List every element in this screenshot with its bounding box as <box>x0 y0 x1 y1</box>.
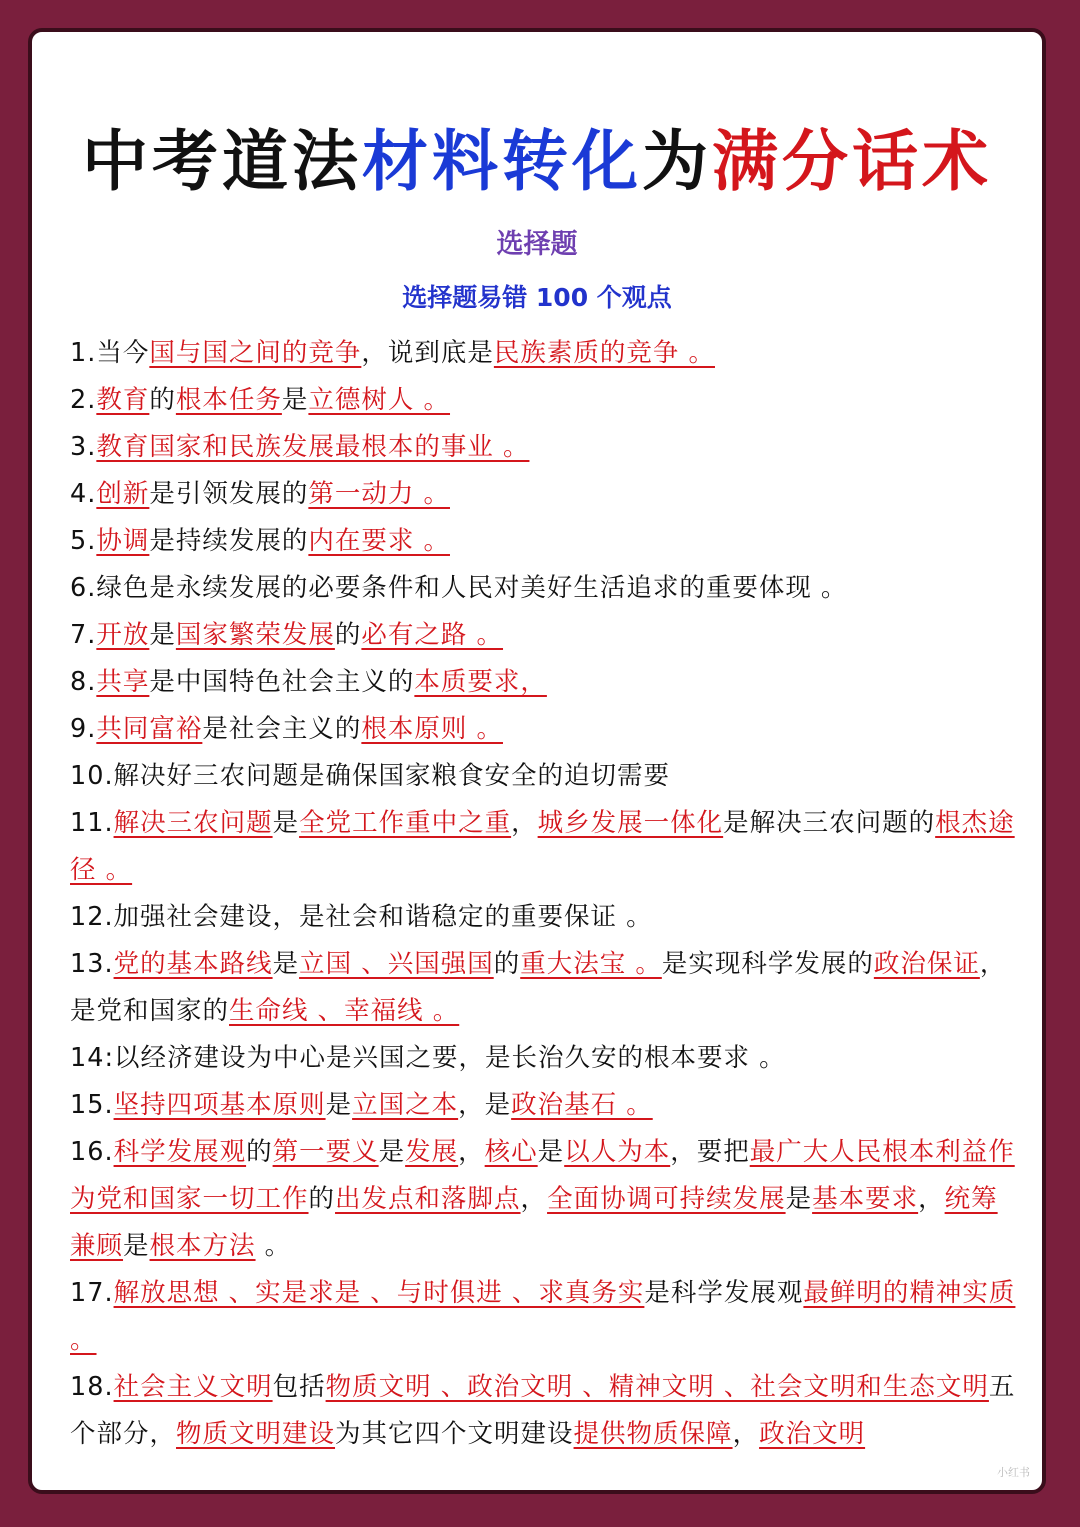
list-item <box>70 612 1018 659</box>
highlighted-text: 解决三农问题 <box>113 808 273 838</box>
item-text: 是科学发展观 <box>644 1278 804 1308</box>
page-title <box>32 122 1042 202</box>
point-list <box>70 330 1018 1458</box>
highlighted-text: 共享 <box>96 667 150 697</box>
list-item <box>70 800 1018 894</box>
list-item <box>70 471 1018 518</box>
highlighted-text: 立国之本 <box>352 1090 459 1120</box>
highlighted-text: 根本原则 。 <box>361 714 503 744</box>
item-text: 是 <box>785 1184 813 1214</box>
item-text: 是 <box>378 1137 406 1167</box>
highlighted-text: 创新 <box>96 479 150 509</box>
highlighted-text: 最鲜明的精神实质 。 <box>70 1278 1016 1355</box>
item-text: 是 <box>272 949 300 979</box>
item-text: 8. <box>70 667 97 697</box>
highlighted-text: 城乡发展一体化 <box>537 808 724 838</box>
highlighted-text: 立德树人 。 <box>308 385 451 415</box>
item-text: 的 <box>308 1184 336 1214</box>
item-text: 6.绿色是永续发展的必要条件和人民对美好生活追求的重要体现 。 <box>70 573 848 603</box>
title-part-1: 中考道法 <box>82 123 362 200</box>
highlighted-text: 出发点和落脚点 <box>335 1184 521 1214</box>
item-text: 为其它四个文明建设 <box>335 1419 574 1449</box>
item-text: 的 <box>149 385 176 415</box>
highlighted-text: 坚持四项基本原则 <box>113 1090 326 1120</box>
item-text: 是持续发展的 <box>149 526 309 556</box>
item-text: 是 <box>281 385 309 415</box>
item-text: ， <box>732 1419 760 1449</box>
highlighted-text: 教育 <box>96 385 150 415</box>
list-item <box>70 330 1018 377</box>
item-text: ，是党和国家的 <box>70 949 1007 1026</box>
highlighted-text: 立国 、兴国强国 <box>299 949 494 979</box>
item-text: 12.加强社会建设，是社会和谐稳定的重要保证 。 <box>70 902 653 932</box>
item-text: 的 <box>246 1137 273 1167</box>
item-text: 是解决三农问题的 <box>723 808 936 838</box>
highlighted-text: 最广大人民根本利益作为党和国家一切工作 <box>70 1137 1015 1214</box>
highlighted-text: 民族素质的竞争 。 <box>493 338 715 368</box>
item-text: ，说到底是 <box>361 338 494 368</box>
item-text: 是 <box>325 1090 353 1120</box>
item-text: 是社会主义的 <box>202 714 362 744</box>
title-part-4: 满分话术 <box>712 123 992 200</box>
highlighted-text: 发展 <box>405 1137 459 1167</box>
item-text: 16. <box>70 1137 114 1167</box>
highlighted-text: 共同富裕 <box>96 714 203 744</box>
item-text: 2. <box>70 385 97 415</box>
item-text: 4. <box>70 479 97 509</box>
highlighted-text: 国家繁荣发展 <box>175 620 335 650</box>
highlighted-text: 以人为本 <box>564 1137 671 1167</box>
list-item <box>70 518 1018 565</box>
item-text: 7. <box>70 620 97 650</box>
list-item <box>70 753 1018 800</box>
item-text: 11. <box>70 808 114 838</box>
list-item <box>70 1082 1018 1129</box>
title-part-2: 材料转化 <box>362 123 642 200</box>
item-text: 14:以经济建设为中心是兴国之要，是长治久安的根本要求 。 <box>70 1043 786 1073</box>
item-text: 是实现科学发展的 <box>661 949 874 979</box>
item-text: 5. <box>70 526 97 556</box>
item-text: ，要把 <box>670 1137 750 1167</box>
highlighted-text: 解放思想 、实是求是 、与时俱进 、求真务实 <box>113 1278 645 1308</box>
highlighted-text: 第一动力 。 <box>308 479 450 509</box>
item-text: 3. <box>70 432 97 462</box>
highlighted-text: 第一要义 <box>272 1137 379 1167</box>
highlighted-text: 社会主义文明 <box>113 1372 273 1402</box>
highlighted-text: 核心 <box>484 1137 538 1167</box>
list-item <box>70 1129 1018 1270</box>
list-item <box>70 424 1018 471</box>
section-heading: 选择题 <box>496 229 578 260</box>
highlighted-text: 物质文明建设 <box>176 1419 336 1449</box>
highlighted-text: 教育国家和民族发展最根本的事业 。 <box>96 432 530 462</box>
highlighted-text: 本质要求， <box>414 667 547 697</box>
item-text: 的 <box>334 620 362 650</box>
highlighted-text: 基本要求 <box>812 1184 919 1214</box>
highlighted-text: 全面协调可持续发展 <box>547 1184 786 1214</box>
item-text: 13. <box>70 949 114 979</box>
item-text: 1.当今 <box>70 338 150 368</box>
title-part-3: 为 <box>642 123 712 200</box>
highlighted-text: 必有之路 。 <box>361 620 504 650</box>
item-text: 是 <box>272 808 300 838</box>
list-item <box>70 659 1018 706</box>
section-subheading: 选择题易错 100 个观点 <box>402 283 672 312</box>
item-text: 是中国特色社会主义的 <box>149 667 415 697</box>
highlighted-text: 生命线 、幸福线 。 <box>229 996 460 1026</box>
highlighted-text: 开放 <box>96 620 150 650</box>
list-item <box>70 1035 1018 1082</box>
highlighted-text: 政治文明 <box>759 1419 866 1449</box>
highlighted-text: 提供物质保障 <box>573 1419 733 1449</box>
highlighted-text: 根本任务 <box>175 385 282 415</box>
item-text: ， <box>458 1137 485 1167</box>
item-text: 18. <box>70 1372 114 1402</box>
list-item <box>70 941 1018 1035</box>
list-item <box>70 706 1018 753</box>
highlighted-text: 党的基本路线 <box>113 949 273 979</box>
highlighted-text: 政治保证 <box>873 949 980 979</box>
highlighted-text: 政治基石 。 <box>511 1090 653 1120</box>
item-text: 是引领发展的 <box>149 479 309 509</box>
item-text: 17. <box>70 1278 114 1308</box>
highlighted-text: 内在要求 。 <box>308 526 450 556</box>
highlighted-text: 统筹兼顾 <box>70 1184 998 1261</box>
highlighted-text: 重大法宝 。 <box>520 949 662 979</box>
highlighted-text: 根杰途径 。 <box>70 808 1015 885</box>
highlighted-text: 全党工作重中之重 <box>299 808 512 838</box>
list-item <box>70 1270 1018 1364</box>
list-item <box>70 377 1018 424</box>
item-text: 包括 <box>272 1372 326 1402</box>
list-item <box>70 1364 1018 1458</box>
item-text: 是 <box>123 1231 150 1261</box>
item-text: 。 <box>255 1231 292 1261</box>
highlighted-text: 国与国之间的竞争 <box>149 338 362 368</box>
item-text: 五个部分， <box>70 1372 1016 1449</box>
list-item <box>70 565 1018 612</box>
item-text: ，是 <box>458 1090 512 1120</box>
item-text: 10.解决好三农问题是确保国家粮食安全的迫切需要 <box>70 761 671 791</box>
item-text: ， <box>918 1184 945 1214</box>
highlighted-text: 协调 <box>96 526 150 556</box>
item-text: ， <box>511 808 538 838</box>
item-text: 15. <box>70 1090 114 1120</box>
item-text: 的 <box>493 949 521 979</box>
watermark: 小红书 <box>997 1466 1030 1479</box>
highlighted-text: 根本方法 <box>149 1231 256 1261</box>
content-card <box>28 28 1046 1494</box>
list-item <box>70 894 1018 941</box>
item-text: 是 <box>149 620 176 650</box>
highlighted-text: 物质文明 、政治文明 、精神文明 、社会文明和生态文明 <box>325 1372 989 1402</box>
item-text: ， <box>520 1184 548 1214</box>
highlighted-text: 科学发展观 <box>113 1137 247 1167</box>
item-text: 是 <box>537 1137 565 1167</box>
item-text: 9. <box>70 714 97 744</box>
